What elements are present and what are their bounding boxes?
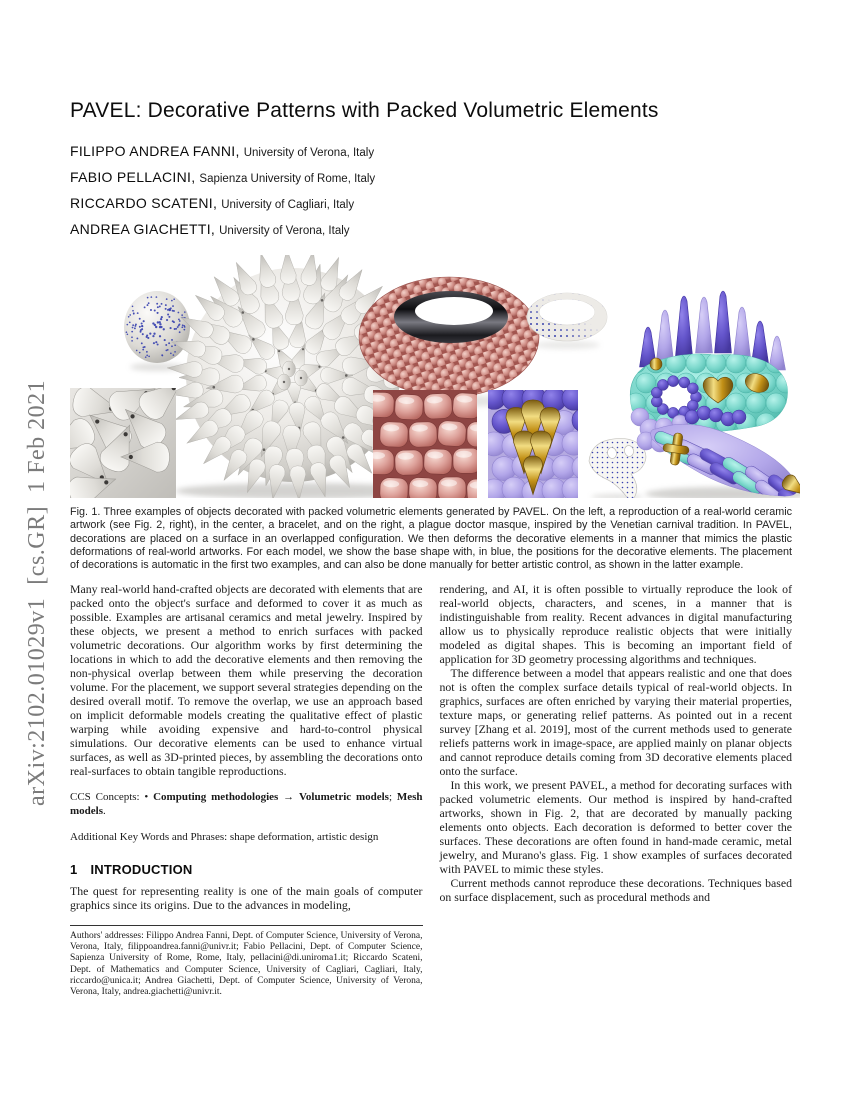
decorated-bracelet [359,277,539,397]
figure-1-caption: Fig. 1. Three examples of objects decorated with packed volumetric elements generated by PAVEL. On the left, a reproduction of a real-world ceramic artwork (see Fig. 2, right), in the center, a bracelet, and on the right, a plague doctor masque, inspired by the Venetian carnival tradition. In PAVEL, decorations are placed on a surface in an overlapped configuration. We then deforms the decorative elements in a manner that mimics the plastic deformations of real-world artworks. For each model, we show the base shape with, in blue, the positions for the decorative elements. The placement of decorations is automatic in the first two examples, and can also be done manually for better artistic control, as shown in the latter example. [70,506,792,572]
figure-1 [70,255,800,498]
author-row [70,191,792,217]
bracelet-closeup-inset [366,390,496,498]
ccs-concepts [70,791,423,818]
section-title: INTRODUCTION [90,861,193,877]
body-paragraph: The difference between a model that appears realistic and one that does not is often the complex surface details typical of real-world objects. In graphics, surfaces are often enriched by varying their material properties, texture maps, or generating relief patterns. As pointed out in a recent survey [Zhang et al. 2019], most of the current methods used to generate reliefs patterns work in image-space, are applied mainly on planar objects and cannot reproduce details coming from 3D decorative elements placed onto the surface. [439,666,792,779]
author-list [70,139,792,243]
ccs-prefix: CCS Concepts: • [70,791,154,804]
body-paragraph: Current methods cannot reproduce these decorations. Techniques based on surface displacement, such as procedural methods and [439,876,792,905]
author-row [70,165,792,191]
ccs-separator: ; [388,791,397,804]
section-number: 1 [70,861,78,877]
author-name: FABIO PELLACINI, [70,169,196,185]
ccs-arrow: → [278,791,299,804]
arxiv-sidebar-stamp: arXiv:2102.01029v1 [cs.GR] 1 Feb 2021 [24,379,50,806]
author-affiliation: University of Cagliari, Italy [221,199,355,211]
left-column [70,582,423,998]
author-name: FILIPPO ANDREA FANNI, [70,143,240,159]
author-row [70,217,792,243]
decorated-plague-masque [626,291,800,498]
body-paragraph: In this work, we present PAVEL, a method for decorating surfaces with packed volumetric elements. Our method is inspired by hand-crafted artworks, shown in Fig. 2, that are decorated by manually packing elements onto objects. Each decoration is deformed to better cover the surfaces. These decorations are often found in hand-made ceramic, metal jewelry, and Murano's glass. Fig. 1 show examples of surfaces decorated with PAVEL to mimic these styles. [439,778,792,877]
ccs-period: . [103,804,106,817]
author-affiliation: University of Verona, Italy [219,225,350,237]
figure-1-image [70,255,800,498]
authors-addresses-footnote: Authors' addresses: Filippo Andrea Fanni, Dept. of Computer Science, University of Verona, Verona, Italy, filippoandrea.fanni@univr.it; Fabio Pellacini, Dept. of Computer Science, Sapienza University of Rome, Rome, Italy, pellacini@di.uniroma1.it; Riccardo Scateni, Dept. of Mathematics and Computer Science, University of Cagliari, Cagliari, Italy, riccardo@unica.it; Andrea Giachetti, Dept. of Computer Science, University of Verona, Verona, Italy, andrea.giachetti@univr.it. [70,925,423,998]
base-ring-dotted [527,293,607,341]
page-title: PAVEL: Decorative Patterns with Packed Volumetric Elements [70,99,659,122]
author-name: RICCARDO SCATENI, [70,195,218,211]
sphere-closeup-inset [70,370,191,498]
two-column-body [70,582,792,998]
author-affiliation: University of Verona, Italy [243,147,375,159]
ccs-concept-1: Computing methodologies [153,791,279,804]
author-row [70,139,792,165]
intro-paragraph: The quest for representing reality is one of the main goals of computer graphics since its origins. Due to the advances in modeling, [70,883,423,912]
keywords: Additional Key Words and Phrases: shape deformation, artistic design [70,831,379,844]
abstract: Many real-world hand-crafted objects are decorated with elements that are packed onto the object's surface and deformed to cover it as much as possible. Examples are artisanal ceramics and metal jewelry. Inspired by these objects, we present a method to enrich surfaces with packed volumetric decorations. Our algorithm works by first determining the locations in which to add the decorative elements and then removing the non-physical overlap between them while preserving the decoration volume. For the placement, we support several strategies depending on the desired overall motif. To remove the overlap, we use an approach based on implicit deformable models creating the qualitative effect of plastic warping while avoiding expensive and hard-to-control physical simulations. Our decorative elements can be used to enhance virtual surfaces, as well as 3D-printed pieces, by assembling the decorations onto real-surfaces to obtain tangible reproductions. [70,582,423,779]
author-name: ANDREA GIACHETTI, [70,221,216,237]
ccs-concept-3: Mesh models [70,791,423,817]
body-paragraph: rendering, and AI, it is often possible to virtually reproduce the look of real-world objects, characters, and scenes, in a manner that is indistinguishable from reality. Recent advances in digital manufacturing allow us to physically reproduce realistic objects that were initially modeled as digital shapes. This is becoming an important field of application for 3D geometry processing algorithms and techniques. [439,582,792,667]
ccs-concept-2: Volumetric models [299,791,389,804]
page [70,0,792,998]
base-sphere-dotted [124,291,190,363]
base-masque-dotted [589,438,646,498]
masque-closeup-inset [482,385,596,498]
right-column [440,582,793,998]
author-affiliation: Sapienza University of Rome, Italy [199,173,376,185]
section-heading-introduction [70,862,423,877]
